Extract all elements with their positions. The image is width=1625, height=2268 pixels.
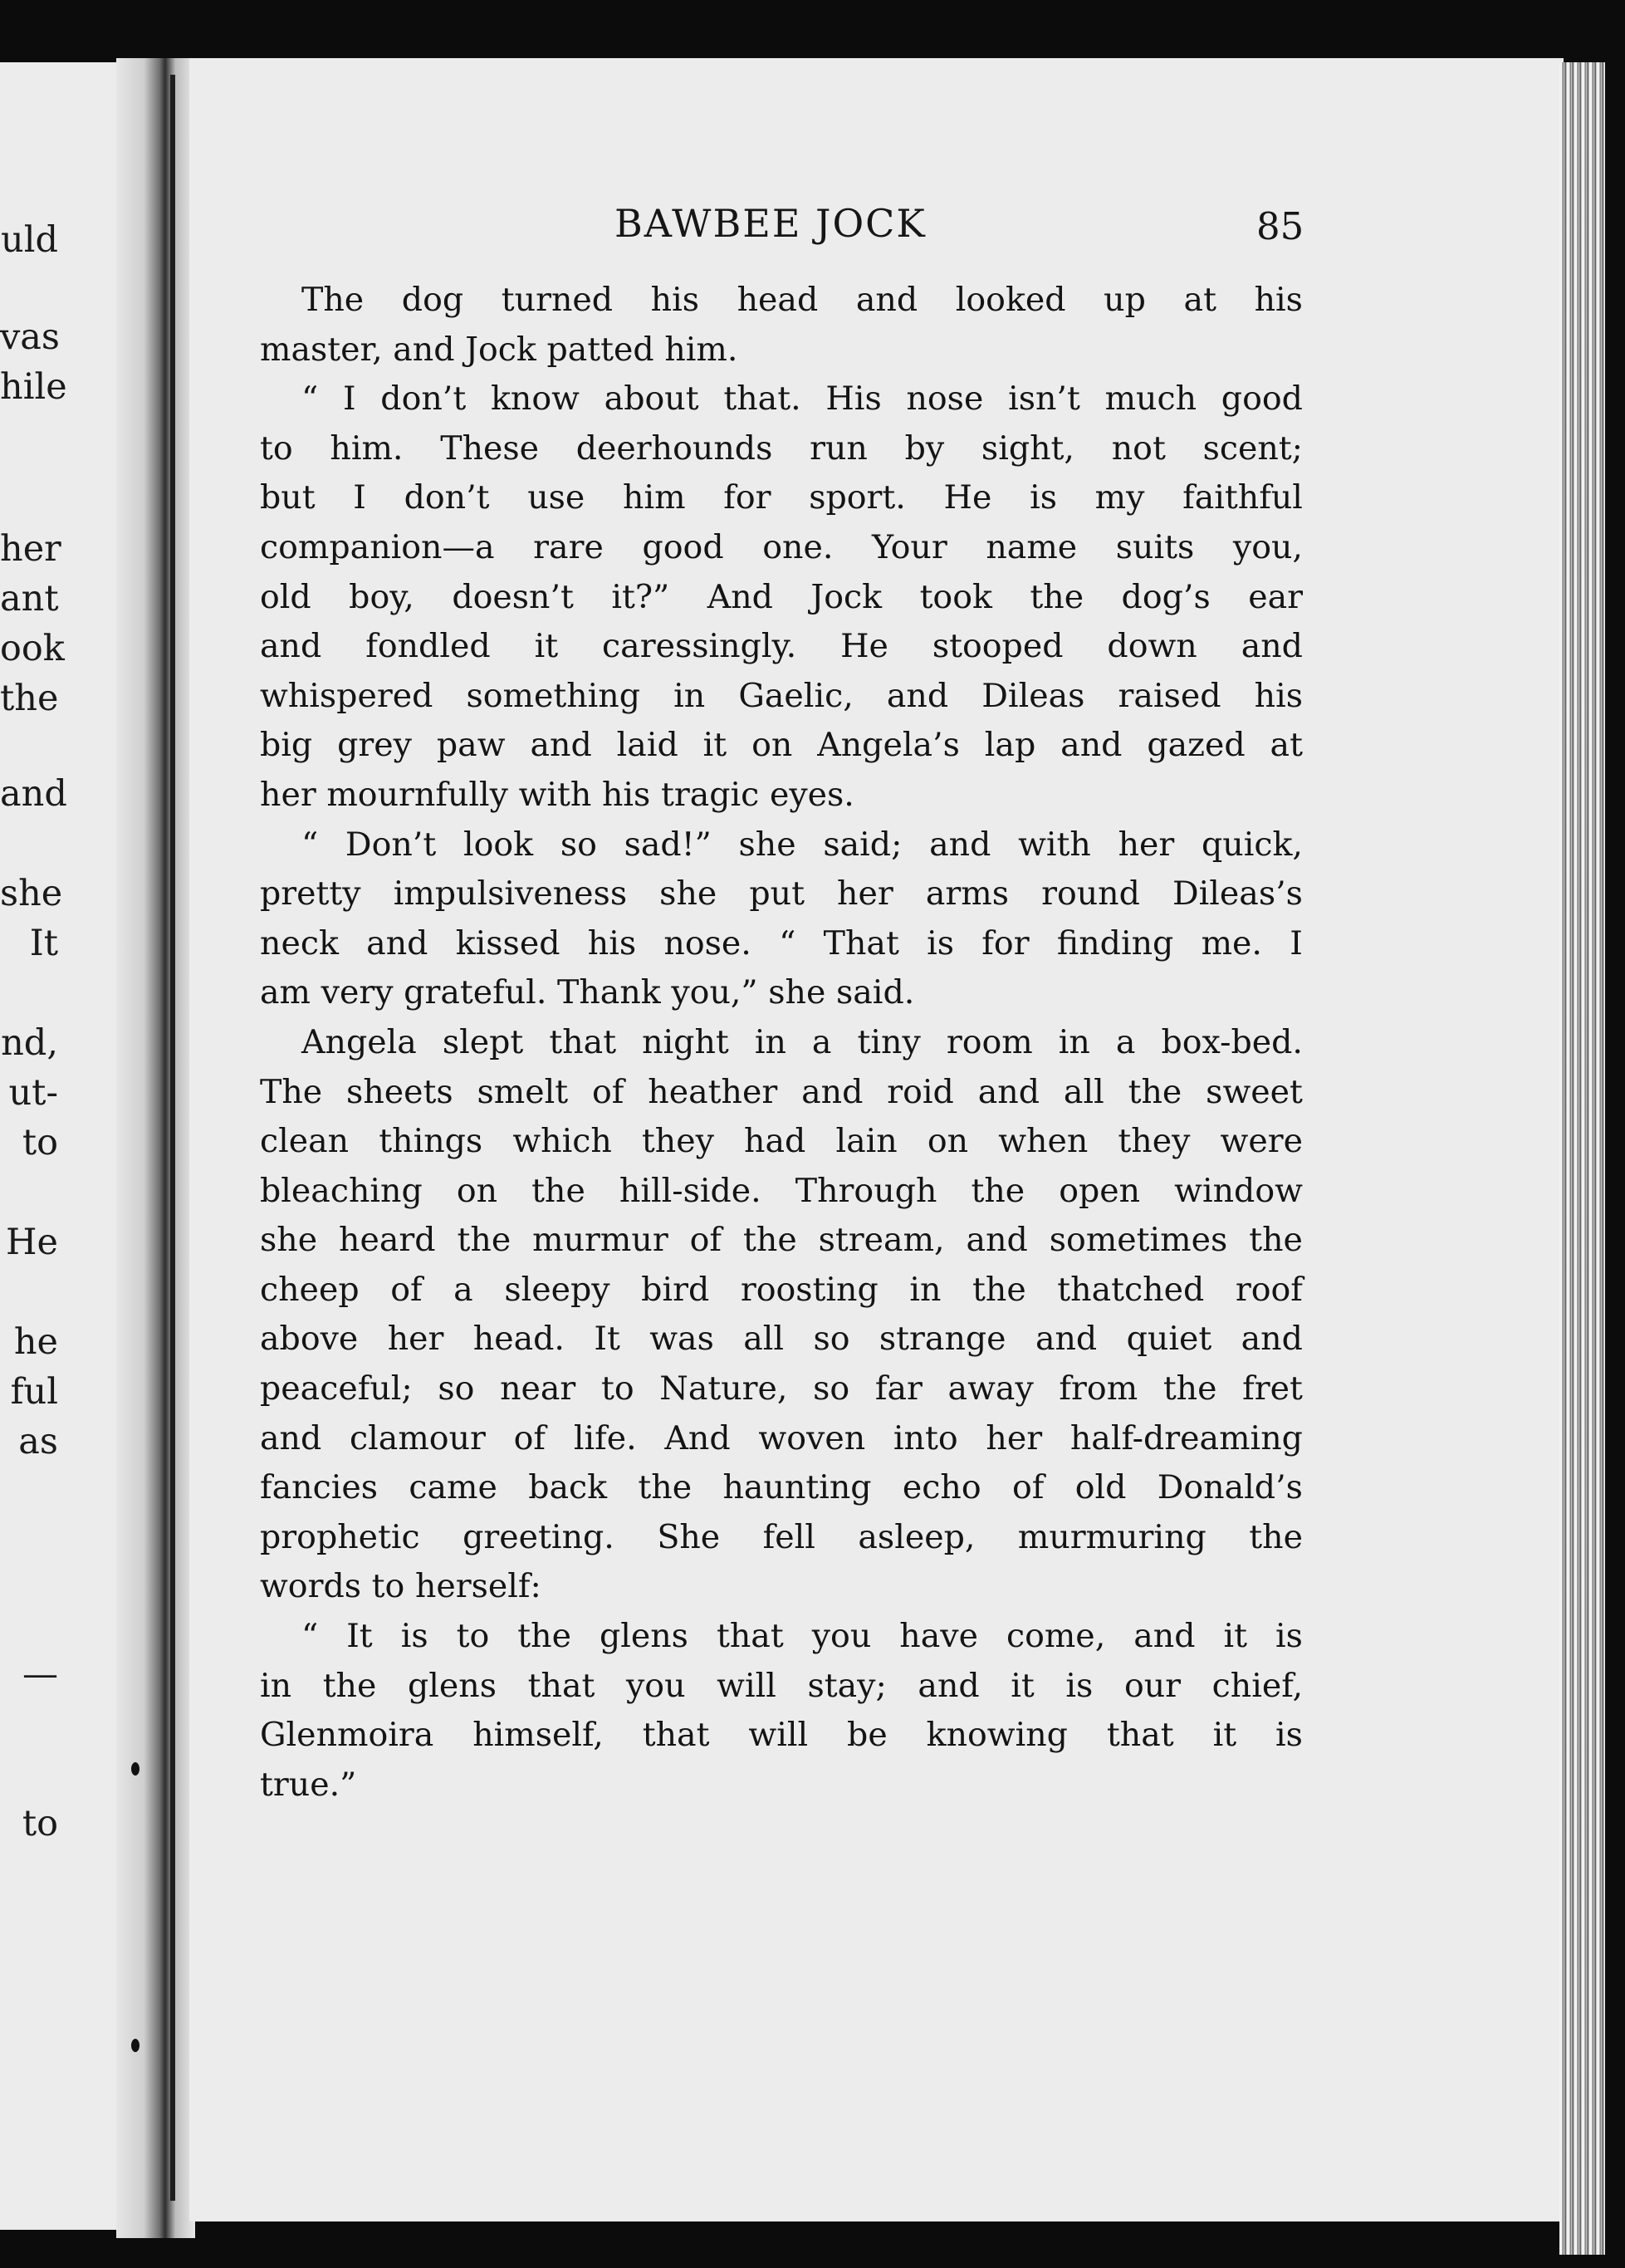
facing-page-fragment: It	[29, 923, 58, 964]
text-line: above her head. It was all so strange and quiet and	[260, 1320, 1303, 1359]
facing-page-fragment: ful	[10, 1371, 58, 1413]
running-head	[0, 201, 1625, 251]
page-edges	[1559, 62, 1605, 2255]
running-title: BAWBEE JOCK	[614, 201, 927, 246]
binding-shadow	[170, 75, 175, 2201]
text-line: cheep of a sleepy bird roosting in the thatched roof	[260, 1270, 1303, 1309]
text-line: true.”	[260, 1765, 357, 1804]
page-number: 85	[1256, 204, 1304, 248]
text-line: “ I don’t know about that. His nose isn’t much good	[301, 380, 1303, 419]
text-line: companion—a rare good one. Your name suits you,	[260, 527, 1303, 566]
text-line: peaceful; so near to Nature, so far away from the fret	[260, 1369, 1303, 1408]
facing-page-fragment: and	[0, 773, 67, 815]
text-line: master, and Jock patted him.	[260, 330, 738, 369]
text-line: The sheets smelt of heather and roid and all the sweet	[260, 1072, 1303, 1111]
text-line: in the glens that you will stay; and it is our chief,	[260, 1666, 1303, 1705]
facing-page-fragment: He	[6, 1222, 58, 1263]
text-line: and clamour of life. And woven into her half-dreaming	[260, 1418, 1303, 1457]
text-line: but I don’t use him for sport. He is my faithful	[260, 478, 1303, 517]
facing-page-fragment: ant	[0, 578, 59, 620]
text-line: clean things which they had lain on when they were	[260, 1122, 1303, 1161]
text-line: whispered something in Gaelic, and Dileas raised his	[260, 676, 1303, 715]
text-line: “ It is to the glens that you have come, and it is	[301, 1617, 1303, 1656]
facing-page-fragment: —	[22, 1653, 58, 1695]
text-line: her mournfully with his tragic eyes.	[260, 775, 854, 814]
facing-page-fragment: he	[13, 1321, 58, 1363]
facing-page-fragment: ook	[0, 628, 65, 669]
facing-page-fragment: the	[0, 678, 59, 719]
facing-page-fragment: ut-	[8, 1072, 58, 1114]
book-gutter	[116, 58, 195, 2238]
facing-page-fragment: as	[18, 1421, 58, 1462]
text-line: The dog turned his head and looked up at his	[301, 281, 1303, 319]
facing-page-fragment: hile	[0, 366, 67, 408]
text-line: words to herself:	[260, 1567, 541, 1606]
text-line: Angela slept that night in a tiny room in a box-bed.	[301, 1022, 1303, 1061]
text-line: fancies came back the haunting echo of old Donald’s	[260, 1468, 1303, 1507]
text-line: old boy, doesn’t it?” And Jock took the dog’s ear	[260, 577, 1303, 616]
text-line: am very grateful. Thank you,” she said.	[260, 973, 915, 1012]
body-text	[260, 276, 1303, 1810]
binding-mark	[131, 1762, 139, 1776]
text-line: big grey paw and laid it on Angela’s lap and gazed at	[260, 726, 1303, 765]
facing-page-fragment: vas	[0, 316, 60, 358]
facing-page-fragment: nd,	[1, 1022, 58, 1064]
text-line: prophetic greeting. She fell asleep, murmuring the	[260, 1517, 1303, 1556]
text-line: and fondled it caressingly. He stooped down and	[260, 627, 1303, 666]
facing-page-fragment: to	[22, 1122, 58, 1163]
text-line: to him. These deerhounds run by sight, not scent;	[260, 429, 1303, 468]
text-line: bleaching on the hill-side. Through the open window	[260, 1171, 1303, 1210]
facing-page-fragment: uld	[1, 219, 58, 261]
text-line: neck and kissed his nose. “ That is for finding me. I	[260, 923, 1303, 963]
text-line: pretty impulsiveness she put her arms round Dileas’s	[260, 874, 1303, 914]
text-line: she heard the murmur of the stream, and sometimes the	[260, 1221, 1303, 1260]
binding-mark	[131, 2039, 139, 2052]
facing-page-fragment: to	[22, 1803, 58, 1844]
facing-page-fragment: she	[0, 873, 63, 914]
text-line: “ Don’t look so sad!” she said; and with her quick,	[301, 825, 1303, 864]
facing-page-fragment: her	[0, 528, 61, 570]
text-line: Glenmoira himself, that will be knowing that it is	[260, 1716, 1303, 1755]
